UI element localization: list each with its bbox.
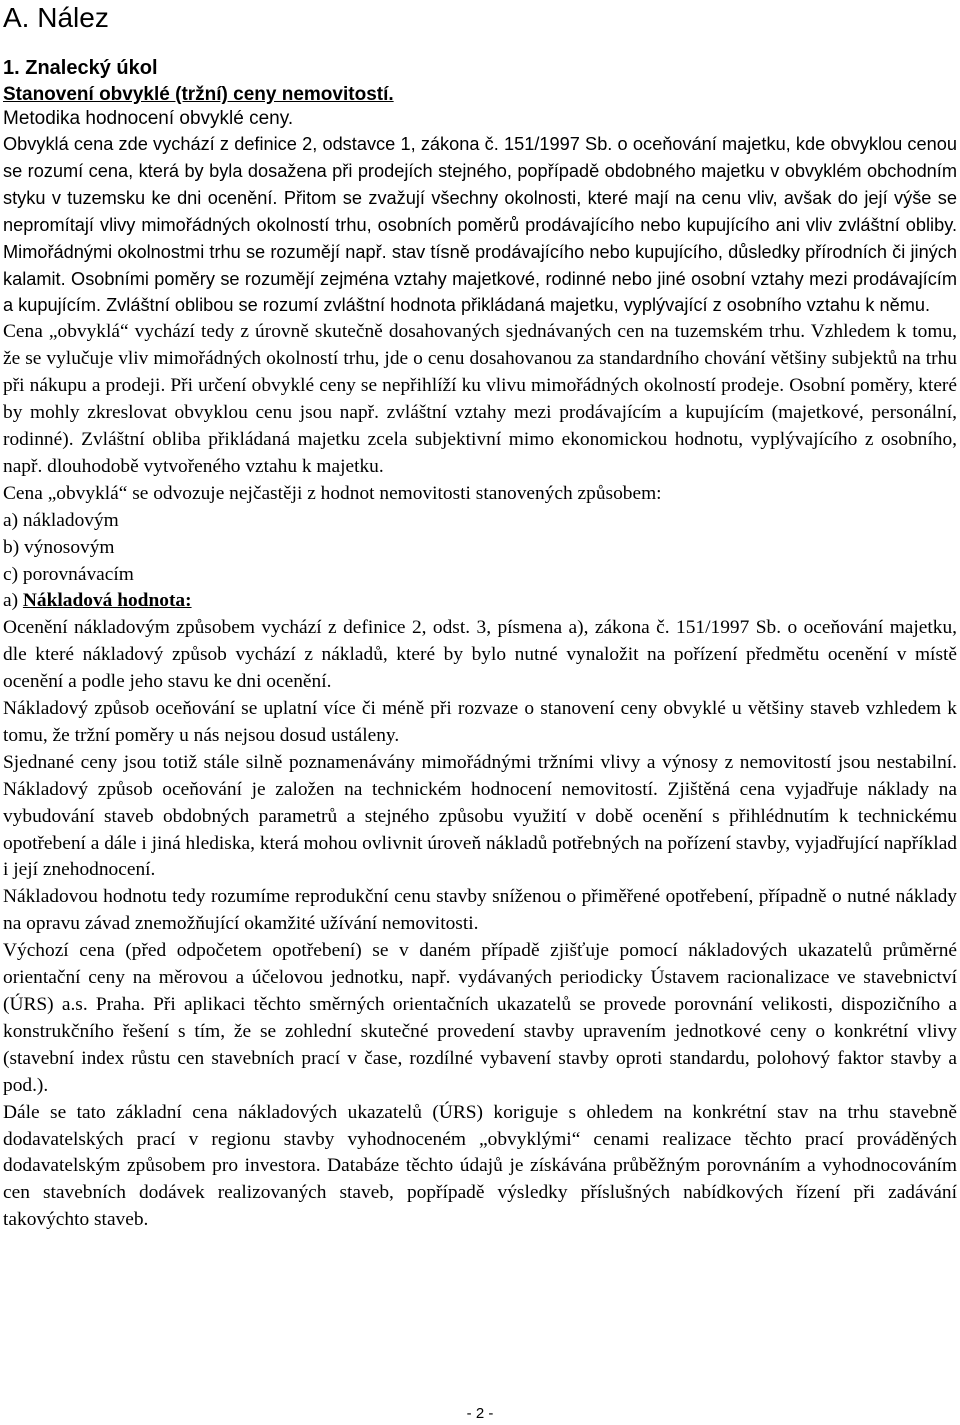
method-item: b) výnosovým	[3, 536, 115, 558]
cost-value-prefix: a)	[3, 590, 23, 612]
document-page	[3, 0, 957, 1234]
subtitle-bold: Stanovení obvyklé (tržní) ceny nemovitostí.	[3, 84, 394, 105]
paragraph-cost-definition: Ocenění nákladovým způsobem vychází z definice 2, odst. 3, písmena a), zákona č. 151/1997 Sb. o oceňování majetku, dle které nákladový způsob vychází z nákladů, které by bylo nutné vynaložit na pořízení předmětu ocenění v místě ocenění a podle jeho stavu ke dni ocenění.	[3, 617, 957, 693]
paragraph-cost-value: Nákladovou hodnotu tedy rozumíme reprodukční cenu stavby sníženou o přiměřené opotřebení, případně o nutné náklady na opravu závad znemožňující okamžité užívání nemovitosti.	[3, 886, 957, 935]
paragraph-market-price: Cena „obvyklá“ vychází tedy z úrovně skutečně dosahovaných sjednávaných cen na tuzemském trhu. Vzhledem k tomu, že se vylučuje vliv mimořádných okolností trhu, jde o cenu dosahovanou za standardního chování většiny subjektů na trhu při nákupu a prodeji. Při určení obvyklé ceny se nepřihlíží ku vlivu mimořádných okolností prodeje. Osobní poměry, které by mohly zkreslovat obvyklou cenu jsou např. zvláštní vztahy mezi prodávajícím a kupujícím (majetkové, personální, rodinné). Zvláštní obliba přikládaná majetku zcela subjektivní mimo ekonomickou hodnotu, vyplývajícího z osobního, např. dlouhodobě vytvořeného vztahu k majetku.	[3, 321, 957, 477]
paragraph-negotiated-prices: Sjednané ceny jsou totiž stále silně poznamenávány mimořádnými tržními vlivy a výnosy z nemovitostí jsou nestabilní. Nákladový způsob oceňování je založen na technickém hodnocení nemovitostí. Zjištěná cena vyjadřuje náklady na vybudování staveb obdobných parametrů a stejného způsobu využití v době ocenění s přihlédnutím k technickému opotřebení a dále i jiná hlediska, která mohou ovlivnit úroveň nákladů potřebných na pořízení stavby, vyjadřující například i její znehodnocení.	[3, 751, 957, 881]
section-title: 1. Znalecký úkol	[3, 57, 158, 79]
paragraph-definition: Obvyklá cena zde vychází z definice 2, odstavce 1, zákona č. 151/1997 Sb. o oceňování majetku, kde obvyklou cenou se rozumí cena, která by byla dosažena při prodejích stejného, popřípadě obdobného majetku v obvyklém obchodním styku v tuzemsku ke dni ocenění. Přitom se zvažují všechny okolnosti, které mají na cenu vliv, avšak do její výše se nepromítají vlivy mimořádných okolností trhu, osobních poměrů prodávajícího nebo kupujícího ani vliv zvláštní obliby. Mimořádnými okolnostmi trhu se rozumějí např. stav tísně prodávajícího nebo kupujícího, důsledky přírodních či jiných kalamit. Osobními poměry se rozumějí zejména vztahy majetkové, rodinné nebo jiné osobní vztahy mezi prodávajícím a kupujícím. Zvláštní oblibou se rozumí zvláštní hodnota přikládaná majetku, vyplývající z osobního vztahu k němu.	[3, 134, 957, 316]
method-item: c) porovnávacím	[3, 563, 134, 585]
subtitle-plain: Metodika hodnocení obvyklé ceny.	[3, 108, 294, 129]
paragraph-cost-usage: Nákladový způsob oceňování se uplatní více či méně při rozvaze o stanovení ceny obvyklé u většiny staveb vzhledem k tomu, že tržní poměry u nás nejsou dosud ustáleny.	[3, 698, 957, 746]
cost-value-label: Nákladová hodnota:	[22, 590, 192, 612]
paragraph-base-price: Výchozí cena (před odpočetem opotřebení) se v daném případě zjišťuje pomocí nákladových ukazatelů průměrné orientační ceny na měrovou a účelovou jednotku, např. vydávaných periodicky Ústavem racionalizace ve stavebnictví (ÚRS) a.s. Praha. Při aplikaci těchto směrných orientačních ukazatelů se provede porovnání velikosti, dispozičního a konstrukčního řešení s tím, že se zohlední skutečné provedení stavby upravením jednotkové ceny o konkrétní vlivy (stavební index růstu cen stavebních prací v čase, rozdílné vybavení stavby oproti standardu, polohový faktor stavby a pod.).	[3, 940, 957, 1096]
cost-value-heading	[3, 588, 957, 615]
paragraph-correction: Dále se tato základní cena nákladových ukazatelů (ÚRS) koriguje s ohledem na konkrétní stav na trhu stavebně dodavatelských prací v regionu stavby vyhodnoceném „obvyklými“ cenami realizace těchto prací prováděných dodavatelským způsobem pro investora. Databáze těchto údajů je získávána průběžným porovnáním a vyhodnocováním cen stavebních dodávek realizovaných staveb, popřípadě výsledky příslušných nabídkových řízení při zadávání takovýchto staveb.	[3, 1101, 957, 1231]
page-number: - 2 -	[466, 1405, 494, 1422]
method-item: a) nákladovým	[3, 509, 119, 531]
document-heading: A. Nález	[3, 2, 109, 33]
paragraph-methods-intro: Cena „obvyklá“ se odvozuje nejčastěji z hodnot nemovitosti stanovených způsobem:	[3, 482, 662, 504]
